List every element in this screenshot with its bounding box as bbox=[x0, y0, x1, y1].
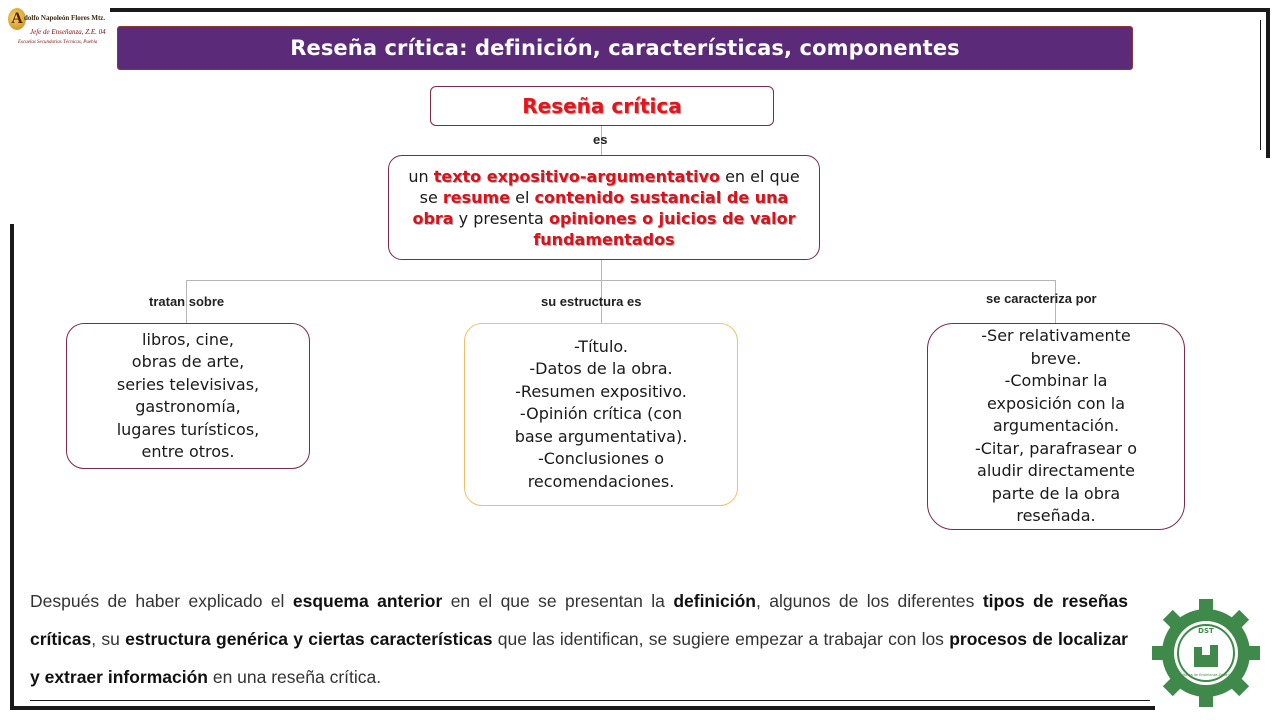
structure-item: recomendaciones. bbox=[527, 471, 675, 491]
root-node bbox=[430, 86, 774, 126]
para-bold-3: tipos de reseñas críticas bbox=[30, 591, 1128, 649]
author-logo-line2: Escuelas Secundarias Técnicas, Puebla bbox=[18, 40, 98, 45]
structure-item: -Título. bbox=[574, 336, 628, 356]
topics-item: series televisivas, bbox=[116, 374, 260, 394]
frame-bottom-line bbox=[10, 706, 1155, 710]
gear-icon bbox=[1152, 599, 1260, 707]
topics-item: entre otros. bbox=[141, 442, 235, 461]
link-label-es: es bbox=[593, 132, 608, 147]
structure-item: -Datos de la obra. bbox=[529, 359, 673, 379]
topics-list bbox=[117, 329, 260, 464]
topics-node bbox=[66, 323, 310, 469]
root-node-label: Reseña crítica bbox=[522, 94, 682, 118]
structure-list bbox=[515, 336, 688, 494]
link-label-middle: su estructura es bbox=[541, 294, 642, 309]
def-highlight-4: opiniones o juicios de valor fundamentados bbox=[533, 208, 796, 249]
characteristics-node bbox=[927, 323, 1185, 530]
def-highlight-2: resume bbox=[442, 187, 511, 207]
frame-top-line bbox=[110, 8, 1270, 12]
para-bold-1: esquema anterior bbox=[292, 591, 443, 611]
gear-logo-top-text: DST bbox=[1198, 627, 1214, 635]
characteristics-item: exposición con la bbox=[986, 393, 1126, 413]
characteristics-item: aludir directamente bbox=[977, 461, 1135, 481]
topics-item: lugares turísticos, bbox=[116, 419, 260, 439]
author-logo-line1: Jefe de Enseñanza, Z.E. 04 bbox=[30, 28, 106, 36]
author-logo-name: dolfo Napoleón Flores Mtz. bbox=[24, 14, 106, 22]
para-bold-4: estructura genérica y ciertas características bbox=[125, 629, 493, 649]
definition-node bbox=[388, 155, 820, 260]
def-text-1: un bbox=[408, 166, 434, 186]
connector-horizontal bbox=[186, 280, 1056, 281]
para-bold-5: procesos de localizar y extraer información bbox=[30, 629, 1128, 687]
characteristics-list bbox=[975, 325, 1137, 528]
topics-item: gastronomía, bbox=[135, 397, 241, 416]
para-text-2: en el que se presentan la bbox=[442, 591, 674, 611]
def-text-3: el bbox=[510, 187, 535, 207]
para-text-4: , su bbox=[91, 629, 126, 649]
connector-def-branch bbox=[601, 260, 602, 280]
frame-right-thin-line bbox=[1260, 20, 1261, 150]
structure-item: -Resumen expositivo. bbox=[515, 381, 687, 401]
gear-logo-bottom-text: Jefatura de Enseñanza Zona 04 bbox=[1179, 673, 1233, 677]
characteristics-item: parte de la obra bbox=[991, 483, 1121, 503]
frame-left-line bbox=[10, 224, 14, 710]
author-logo bbox=[8, 8, 106, 50]
frame-bottom-thin-line bbox=[30, 700, 1150, 701]
para-bold-2: definición bbox=[673, 591, 756, 611]
link-label-left: tratan sobre bbox=[149, 294, 225, 309]
def-text-2: en el que se bbox=[419, 166, 800, 207]
definition-text bbox=[403, 166, 805, 250]
structure-item: -Opinión crítica (con bbox=[519, 404, 683, 424]
para-text-5: que las identifican, se sugiere empezar a trabajar con los bbox=[492, 629, 950, 649]
characteristics-item: argumentación. bbox=[992, 416, 1120, 436]
structure-item: base argumentativa). bbox=[514, 426, 688, 446]
para-text-1: Después de haber explicado el bbox=[30, 591, 293, 611]
def-text-4: y presenta bbox=[453, 208, 549, 228]
author-logo-initial: A bbox=[8, 8, 26, 30]
characteristics-item: -Citar, parafrasear o bbox=[974, 438, 1137, 458]
topics-item: libros, cine, bbox=[142, 329, 234, 349]
page-title: Reseña crítica: definición, características, componentes bbox=[290, 36, 960, 60]
title-banner bbox=[117, 26, 1133, 70]
explanation-paragraph bbox=[30, 582, 1128, 696]
frame-right-line bbox=[1266, 8, 1270, 158]
characteristics-item: reseñada. bbox=[1016, 506, 1096, 526]
para-text-6: en una reseña crítica. bbox=[207, 667, 382, 687]
characteristics-item: -Combinar la bbox=[1004, 371, 1108, 391]
structure-node bbox=[464, 323, 738, 506]
def-highlight-3: contenido sustancial de una obra bbox=[412, 187, 789, 228]
institution-gear-logo bbox=[1150, 597, 1262, 709]
characteristics-item: -Ser relativamente bbox=[981, 326, 1131, 346]
para-text-3: , algunos de los diferentes bbox=[755, 591, 983, 611]
topics-item: obras de arte, bbox=[131, 352, 245, 371]
link-label-right: se caracteriza por bbox=[986, 291, 1097, 306]
def-highlight-1: texto expositivo-argumentativo bbox=[433, 166, 720, 186]
characteristics-item: breve. bbox=[1030, 348, 1082, 368]
structure-item: -Conclusiones o bbox=[537, 449, 665, 469]
